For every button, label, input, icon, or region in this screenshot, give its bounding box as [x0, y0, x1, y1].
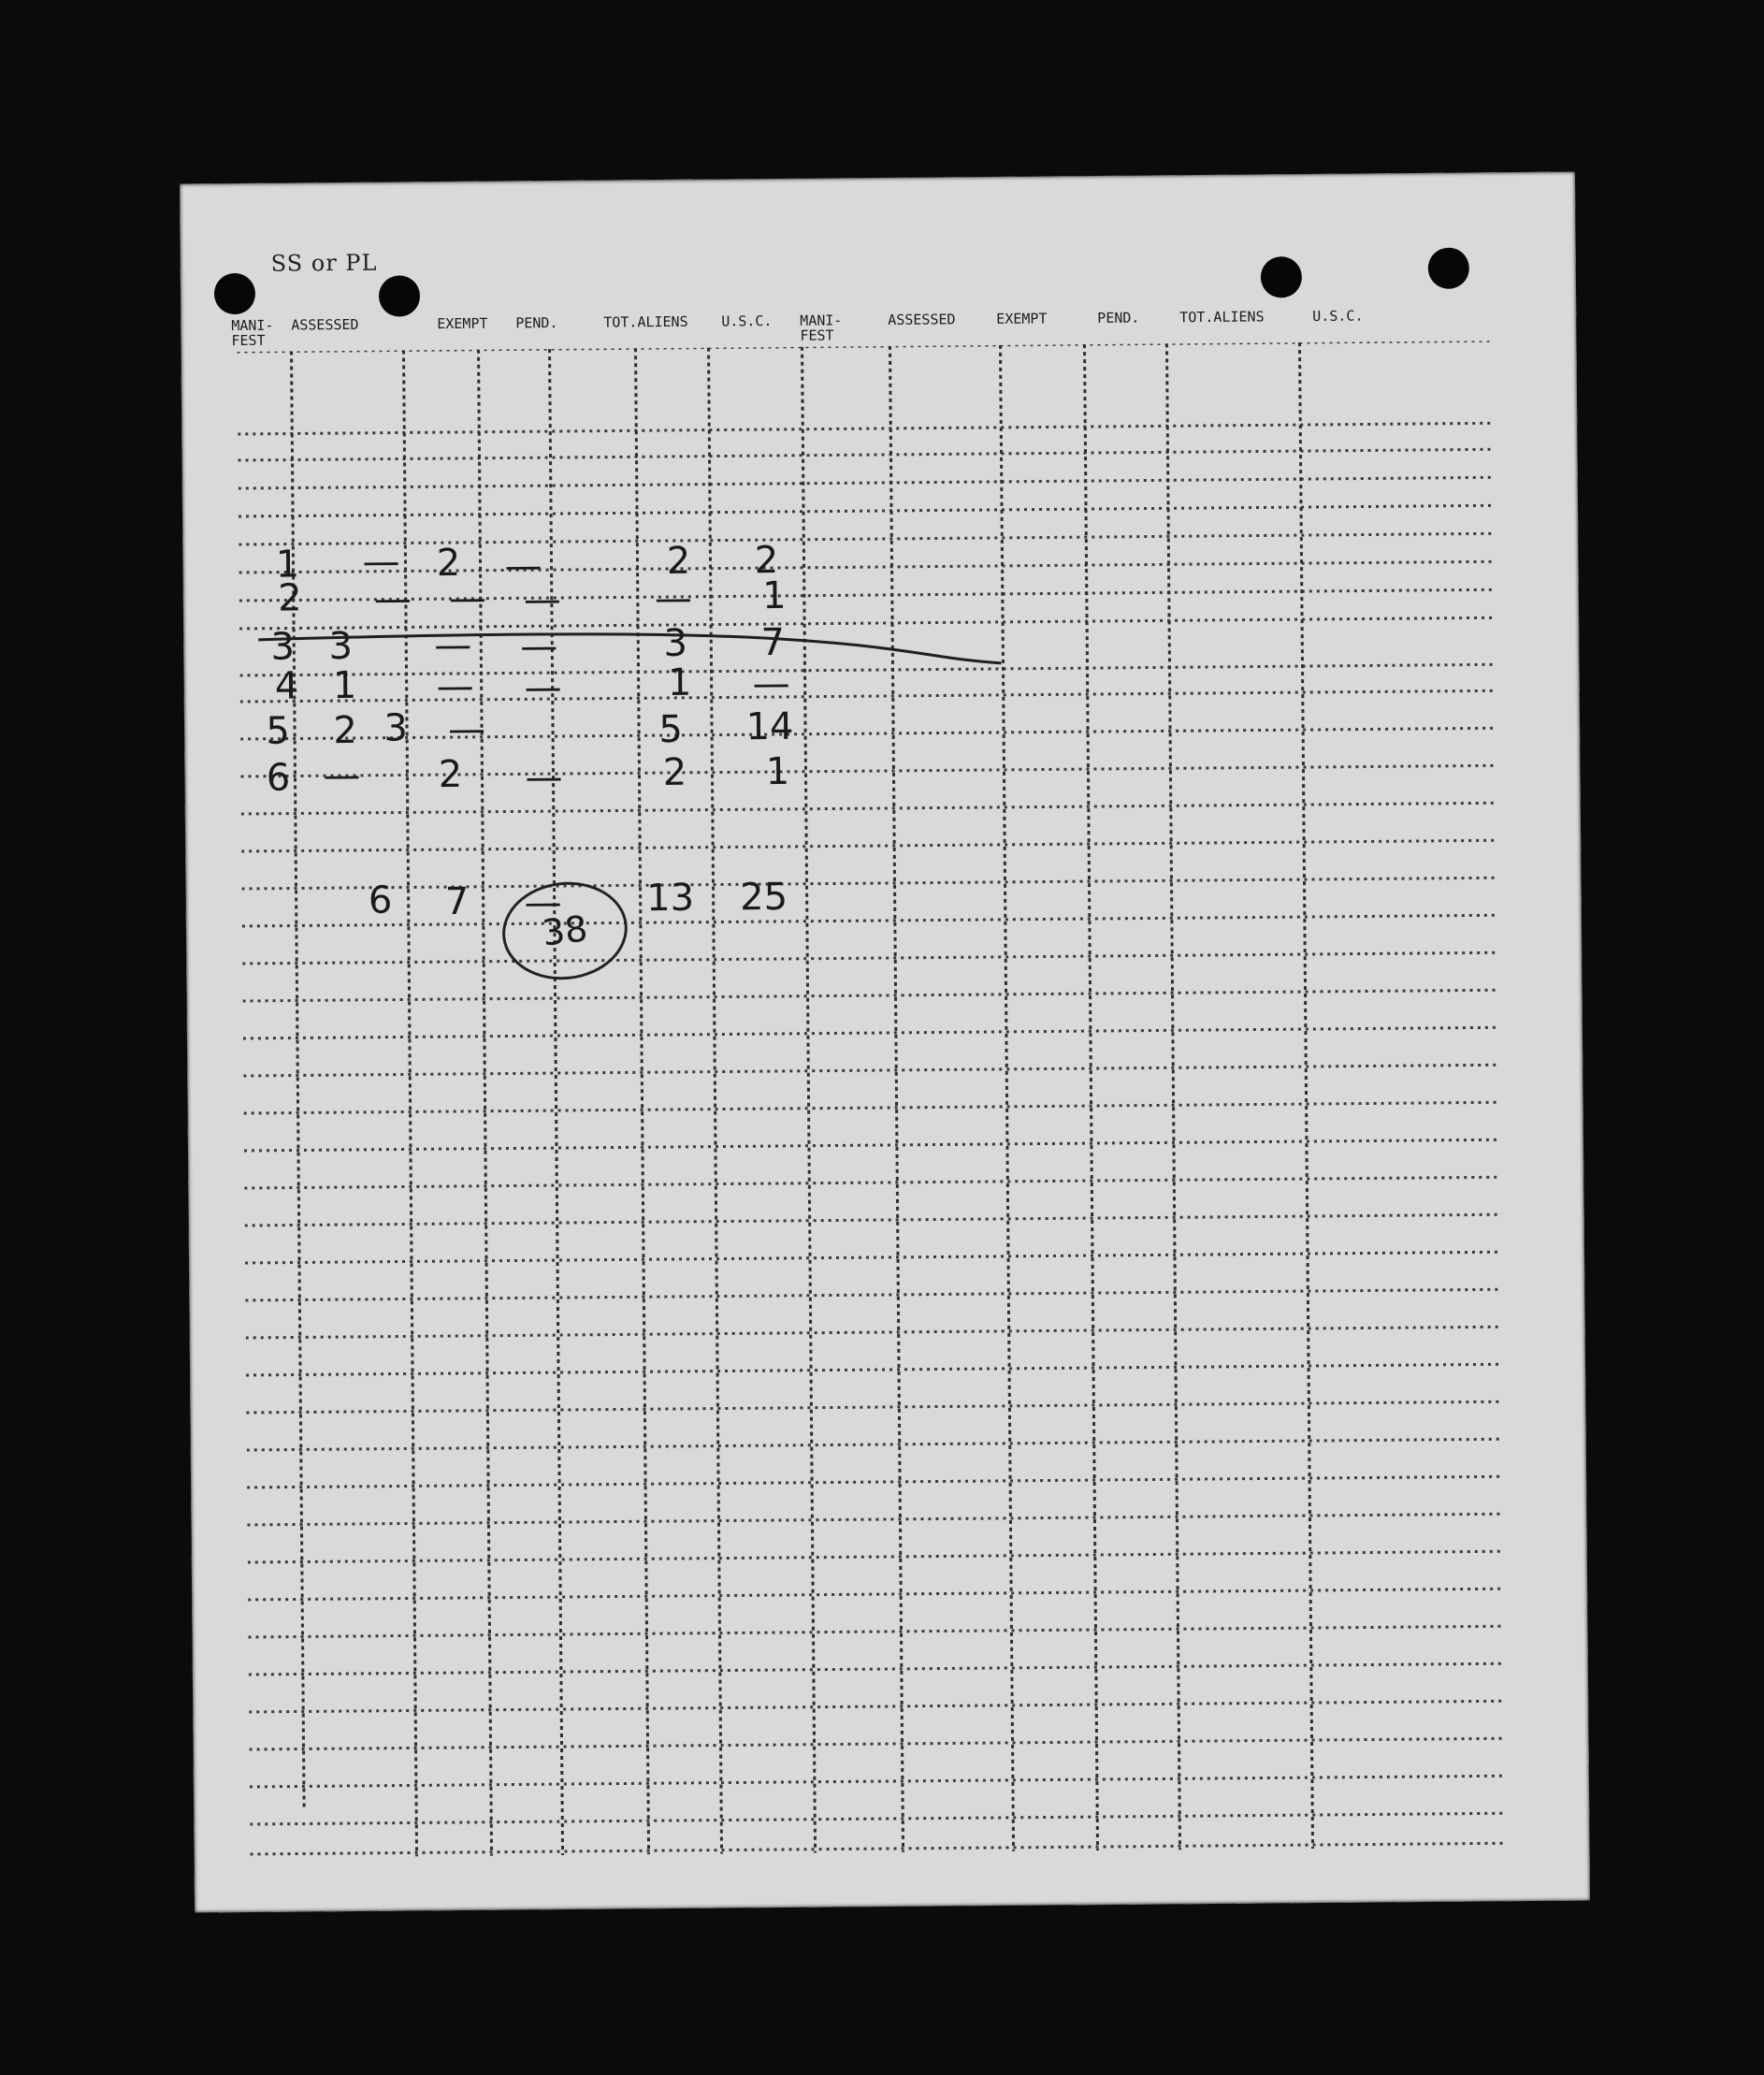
form-sheet	[180, 172, 1590, 1913]
row-4-exempt: —	[436, 664, 474, 709]
row-3-assessed: 3	[328, 624, 354, 669]
row-5-pend: —	[447, 707, 486, 752]
col-header-usc-2: U.S.C.	[1312, 307, 1364, 325]
row-6-assessed: —	[323, 753, 361, 798]
row-4-usc: —	[752, 661, 790, 706]
col-header-assessed-2: ASSESSED	[888, 311, 956, 328]
row-2-tot-aliens: —	[654, 576, 693, 621]
row-2-exempt: —	[448, 576, 487, 621]
col-header-usc: U.S.C.	[721, 312, 773, 330]
row-5-manifest: 5	[266, 709, 291, 753]
ss-or-pl-label: SS or PL	[270, 249, 378, 277]
total-usc: 25	[739, 875, 788, 920]
row-1-assessed: —	[362, 540, 400, 584]
row-6-pend: —	[525, 755, 563, 800]
row-2-manifest: 2	[277, 576, 302, 620]
row-3-usc: 7	[760, 620, 786, 665]
row-5-assessed: 2	[333, 708, 357, 753]
row-5-usc: 14	[745, 704, 794, 749]
punch-hole	[1428, 248, 1469, 289]
total-pend: —	[524, 881, 562, 925]
row-5-exempt: 3	[383, 706, 408, 750]
row-4-assessed: 1	[332, 663, 357, 708]
row-1-manifest: 1	[275, 543, 300, 587]
row-6-tot-aliens: 2	[662, 750, 687, 795]
punch-hole	[1261, 256, 1302, 297]
row-3-exempt: —	[434, 623, 472, 668]
sum-line	[256, 623, 1005, 689]
row-3-tot-aliens: 3	[663, 621, 688, 666]
total-exempt: 7	[444, 879, 470, 924]
total-assessed: 6	[368, 878, 393, 922]
col-header-assessed: ASSESSED	[291, 315, 359, 334]
col-header-tot-aliens: TOT.ALIENS	[603, 312, 688, 331]
row-3-manifest: 3	[270, 625, 296, 669]
total-tot-aliens: 13	[645, 876, 695, 921]
row-1-usc: 2	[754, 538, 779, 583]
row-6-manifest: 6	[266, 756, 291, 800]
punch-hole	[379, 275, 420, 316]
row-1-tot-aliens: 2	[666, 539, 691, 584]
punch-hole	[214, 273, 255, 314]
row-2-pend: —	[523, 578, 562, 622]
row-2-usc: 1	[761, 573, 787, 618]
col-header-pend-2: PEND.	[1097, 309, 1140, 326]
grand-total: 38	[540, 907, 590, 954]
row-6-usc: 1	[765, 749, 790, 794]
row-1-exempt: 2	[436, 541, 461, 586]
col-header-manifest: MANI-FEST	[231, 316, 274, 350]
ruled-grid	[238, 341, 1504, 1858]
row-4-tot-aliens: 1	[667, 660, 692, 705]
col-header-pend: PEND.	[515, 314, 558, 332]
row-6-exempt: 2	[438, 752, 463, 797]
row-4-pend: —	[524, 665, 562, 710]
grand-total-circle	[497, 876, 632, 987]
col-header-exempt-2: EXEMPT	[996, 310, 1048, 327]
col-header-exempt: EXEMPT	[437, 314, 488, 333]
row-2-assessed: —	[373, 577, 412, 621]
row-3-pend: —	[520, 625, 558, 669]
row-4-manifest: 4	[274, 664, 299, 708]
col-header-tot-aliens-2: TOT.ALIENS	[1179, 308, 1265, 326]
col-header-manifest-2: MANI-FEST	[800, 312, 843, 344]
row-5-tot-aliens: 5	[658, 707, 684, 752]
row-1-pend: —	[504, 544, 542, 588]
